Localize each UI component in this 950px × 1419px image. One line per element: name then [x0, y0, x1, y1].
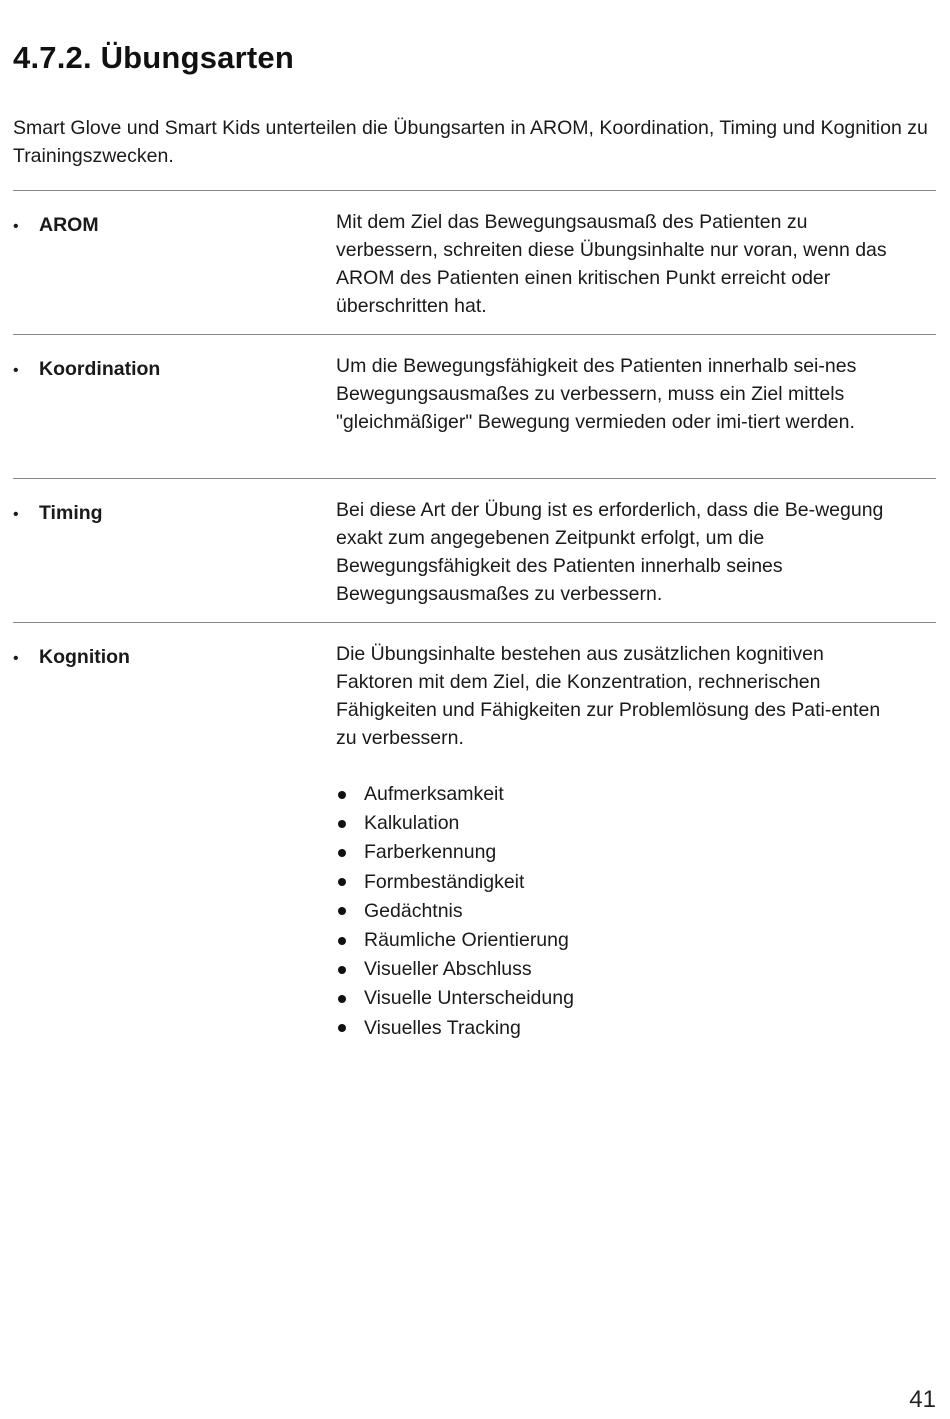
list-item — [336, 1014, 574, 1043]
divider — [13, 334, 936, 335]
bullet-icon: • — [13, 362, 19, 379]
list-item — [336, 780, 574, 809]
description-kognition: Die Übungsinhalte bestehen aus zusätzlichen kognitiven Faktoren mit dem Ziel, die Konzentration, rechnerischen Fähigkeiten und Fähigkeiten zur Problemlösung des Pati-enten zu verbessern. — [336, 643, 881, 749]
list-item — [336, 868, 574, 897]
term-label: Timing — [39, 502, 103, 524]
description-arom: Mit dem Ziel das Bewegungsausmaß des Patienten zu verbessern, schreiten diese Übungsinhalte nur voran, wenn das AROM des Patienten einen kritischen Punkt erreicht oder überschritten hat. — [336, 211, 887, 317]
list-item-label: Visuelle Unterscheidung — [364, 987, 574, 1010]
bullet-icon — [338, 966, 346, 974]
bullet-icon — [338, 791, 346, 799]
intro-paragraph: Smart Glove und Smart Kids unterteilen die Übungsarten in AROM, Koordination, Timing und Kognition zu Trainingszwecken. — [13, 117, 928, 167]
term-label: Koordination — [39, 358, 161, 380]
bullet-icon — [338, 849, 346, 857]
description-timing: Bei diese Art der Übung ist es erforderlich, dass die Be-wegung exakt zum angegebenen Zeitpunkt erfolgt, um die Bewegungsfähigkeit des Patienten innerhalb seines Bewegungsausmaßes zu verbessern. — [336, 499, 884, 605]
description-koordination: Um die Bewegungsfähigkeit des Patienten innerhalb sei-nes Bewegungsausmaßes zu verbessern, muss ein Ziel mittels "gleichmäßiger" Bewegung vermieden oder imi-tiert werden. — [336, 355, 857, 433]
bullet-icon — [338, 1024, 346, 1032]
page-number: 41 — [909, 1386, 936, 1413]
page-title: 4.7.2. Übungsarten — [13, 40, 294, 75]
bullet-icon: • — [13, 506, 19, 523]
list-item — [336, 984, 574, 1013]
term-kognition — [13, 646, 130, 669]
list-item-label: Aufmerksamkeit — [364, 783, 504, 805]
term-label: Kognition — [39, 646, 130, 668]
list-item-label: Räumliche Orientierung — [364, 929, 569, 952]
bullet-icon — [338, 937, 346, 945]
list-item-label: Gedächtnis — [364, 899, 463, 922]
term-koordination — [13, 358, 160, 381]
list-item-label: Kalkulation — [364, 812, 460, 835]
term-timing — [13, 502, 103, 525]
bullet-icon: • — [13, 218, 19, 235]
divider — [13, 478, 936, 479]
list-item-label: Visueller Abschluss — [364, 958, 532, 981]
list-item — [336, 897, 574, 926]
bullet-icon: • — [13, 650, 19, 667]
bullet-icon — [338, 820, 346, 828]
divider — [13, 190, 936, 191]
term-arom — [13, 214, 99, 237]
cognition-list — [336, 780, 574, 1043]
list-item-label: Formbeständigkeit — [364, 870, 525, 893]
term-label: AROM — [39, 214, 99, 236]
list-item — [336, 838, 574, 867]
list-item — [336, 809, 574, 838]
bullet-icon — [338, 907, 346, 915]
divider — [13, 622, 936, 623]
list-item-label: Farberkennung — [364, 841, 497, 864]
list-item — [336, 955, 574, 984]
list-item-label: Visuelles Tracking — [364, 1016, 521, 1039]
bullet-icon — [338, 995, 346, 1003]
list-item — [336, 926, 574, 955]
bullet-icon — [338, 878, 346, 886]
